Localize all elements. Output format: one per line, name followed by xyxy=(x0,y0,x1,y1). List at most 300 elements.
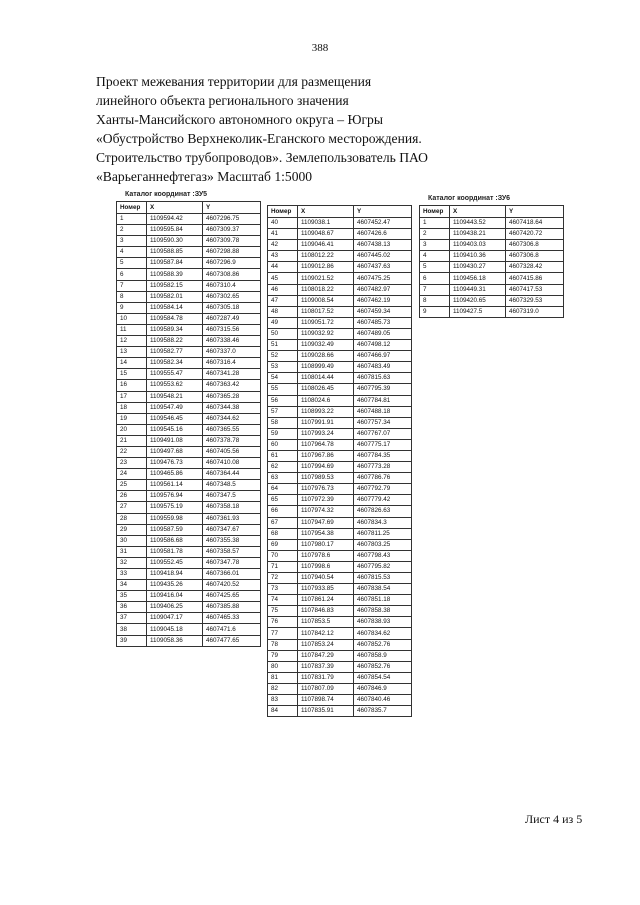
table-row xyxy=(420,284,564,295)
cell-number: 67 xyxy=(268,517,298,528)
cell-x: 1109497.68 xyxy=(147,446,203,457)
cell-number: 79 xyxy=(268,650,298,661)
cell-x: 1109582.15 xyxy=(147,280,203,291)
table-row xyxy=(117,313,261,324)
cell-x: 1107853.24 xyxy=(298,639,354,650)
cell-x: 1109582.77 xyxy=(147,347,203,358)
table-row xyxy=(268,639,412,650)
table-row xyxy=(420,295,564,306)
cell-y: 4607852.76 xyxy=(354,639,412,650)
cell-y: 4607779.42 xyxy=(354,495,412,506)
cell-y: 4607488.18 xyxy=(354,406,412,417)
cell-y: 4607838.93 xyxy=(354,617,412,628)
cell-y: 4607316.4 xyxy=(203,358,261,369)
cell-x: 1107972.39 xyxy=(298,495,354,506)
cell-number: 58 xyxy=(268,417,298,428)
cell-number: 62 xyxy=(268,462,298,473)
table-row xyxy=(268,273,412,284)
cell-x: 1109403.03 xyxy=(450,240,506,251)
cell-x: 1109048.67 xyxy=(298,229,354,240)
cell-x: 1107978.6 xyxy=(298,550,354,561)
cell-y: 4607306.8 xyxy=(506,240,564,251)
sheet-footer: Лист 4 из 5 xyxy=(525,812,583,826)
cell-x: 1109465.86 xyxy=(147,469,203,480)
cell-number: 28 xyxy=(117,513,147,524)
cell-number: 33 xyxy=(117,569,147,580)
table-header-row xyxy=(420,206,564,218)
table-row xyxy=(268,473,412,484)
table-row xyxy=(117,358,261,369)
cell-number: 18 xyxy=(117,402,147,413)
cell-number: 46 xyxy=(268,284,298,295)
coordinate-table-zu5-continued xyxy=(267,205,412,717)
cell-y: 4607452.47 xyxy=(354,218,412,229)
table-row xyxy=(268,328,412,339)
cell-y: 4607344.62 xyxy=(203,413,261,424)
cell-number: 1 xyxy=(117,214,147,225)
cell-y: 4607358.18 xyxy=(203,502,261,513)
cell-number: 72 xyxy=(268,573,298,584)
cell-number: 82 xyxy=(268,683,298,694)
cell-y: 4607296.9 xyxy=(203,258,261,269)
cell-y: 4607459.34 xyxy=(354,306,412,317)
table-row xyxy=(117,524,261,535)
cell-number: 83 xyxy=(268,695,298,706)
cell-y: 4607361.93 xyxy=(203,513,261,524)
cell-number: 44 xyxy=(268,262,298,273)
table-row xyxy=(268,428,412,439)
cell-number: 45 xyxy=(268,273,298,284)
table-row xyxy=(268,595,412,606)
table-row xyxy=(268,240,412,251)
cell-x: 1107807.09 xyxy=(298,683,354,694)
cell-x: 1109032.49 xyxy=(298,340,354,351)
table-row xyxy=(268,628,412,639)
cell-y: 4607838.54 xyxy=(354,584,412,595)
cell-number: 39 xyxy=(117,635,147,646)
table-row xyxy=(117,369,261,380)
table-row xyxy=(268,351,412,362)
cell-y: 4607835.7 xyxy=(354,706,412,717)
cell-x: 1109576.94 xyxy=(147,491,203,502)
cell-y: 4607483.49 xyxy=(354,362,412,373)
table-row xyxy=(268,362,412,373)
cell-x: 1109545.16 xyxy=(147,424,203,435)
table-row xyxy=(117,236,261,247)
cell-number: 3 xyxy=(420,240,450,251)
column-header-number: Номер xyxy=(420,206,450,218)
cell-number: 19 xyxy=(117,413,147,424)
table-row xyxy=(117,458,261,469)
cell-y: 4607378.78 xyxy=(203,435,261,446)
cell-x: 1109028.66 xyxy=(298,351,354,362)
cell-y: 4607385.88 xyxy=(203,602,261,613)
cell-y: 4607803.25 xyxy=(354,539,412,550)
cell-x: 1107976.73 xyxy=(298,484,354,495)
cell-number: 36 xyxy=(117,602,147,613)
cell-y: 4607840.46 xyxy=(354,695,412,706)
cell-y: 4607815.53 xyxy=(354,573,412,584)
table-row xyxy=(268,606,412,617)
cell-number: 65 xyxy=(268,495,298,506)
cell-y: 4607308.86 xyxy=(203,269,261,280)
cell-x: 1109547.49 xyxy=(147,402,203,413)
cell-x: 1109418.94 xyxy=(147,569,203,580)
cell-number: 22 xyxy=(117,446,147,457)
title-line: Ханты-Мансийского автономного округа – Югры xyxy=(96,112,383,127)
cell-number: 64 xyxy=(268,484,298,495)
cell-x: 1109046.41 xyxy=(298,240,354,251)
cell-x: 1109410.36 xyxy=(450,251,506,262)
table-header-row xyxy=(117,202,261,214)
page-number: 388 xyxy=(311,42,329,54)
cell-number: 32 xyxy=(117,557,147,568)
table-row xyxy=(117,591,261,602)
cell-number: 20 xyxy=(117,424,147,435)
cell-y: 4607798.43 xyxy=(354,550,412,561)
cell-x: 1109491.08 xyxy=(147,435,203,446)
cell-y: 4607417.53 xyxy=(506,284,564,295)
cell-number: 48 xyxy=(268,306,298,317)
cell-number: 55 xyxy=(268,384,298,395)
table-row xyxy=(117,513,261,524)
table-row xyxy=(268,539,412,550)
cell-x: 1109561.14 xyxy=(147,480,203,491)
cell-x: 1107861.24 xyxy=(298,595,354,606)
cell-y: 4607306.8 xyxy=(506,251,564,262)
cell-x: 1107998.6 xyxy=(298,561,354,572)
cell-y: 4607348.5 xyxy=(203,480,261,491)
cell-number: 75 xyxy=(268,606,298,617)
cell-y: 4607420.72 xyxy=(506,229,564,240)
cell-y: 4607786.76 xyxy=(354,473,412,484)
cell-x: 1109589.34 xyxy=(147,324,203,335)
table-row xyxy=(117,225,261,236)
cell-x: 1109588.22 xyxy=(147,336,203,347)
table-row xyxy=(268,706,412,717)
cell-y: 4607420.52 xyxy=(203,580,261,591)
cell-number: 9 xyxy=(117,302,147,313)
document-title xyxy=(96,72,556,186)
cell-x: 1109406.25 xyxy=(147,602,203,613)
cell-x: 1107989.53 xyxy=(298,473,354,484)
cell-number: 43 xyxy=(268,251,298,262)
cell-number: 66 xyxy=(268,506,298,517)
column-header-x: X xyxy=(298,206,354,218)
table-row xyxy=(117,402,261,413)
column-header-number: Номер xyxy=(268,206,298,218)
cell-x: 1107940.54 xyxy=(298,573,354,584)
table-row xyxy=(117,535,261,546)
table-row xyxy=(268,218,412,229)
cell-x: 1109021.52 xyxy=(298,273,354,284)
cell-x: 1109553.62 xyxy=(147,380,203,391)
table-row xyxy=(268,384,412,395)
table-row xyxy=(117,347,261,358)
cell-x: 1107842.12 xyxy=(298,628,354,639)
cell-number: 15 xyxy=(117,369,147,380)
table-row xyxy=(117,580,261,591)
cell-x: 1109416.04 xyxy=(147,591,203,602)
table-row xyxy=(117,258,261,269)
cell-y: 4607466.97 xyxy=(354,351,412,362)
cell-y: 4607477.65 xyxy=(203,635,261,646)
cell-x: 1107980.17 xyxy=(298,539,354,550)
cell-number: 2 xyxy=(117,225,147,236)
table-row xyxy=(117,391,261,402)
cell-x: 1108024.6 xyxy=(298,395,354,406)
cell-number: 49 xyxy=(268,317,298,328)
cell-number: 59 xyxy=(268,428,298,439)
catalog-caption: Каталог координат :ЗУ6 xyxy=(428,195,511,202)
cell-number: 9 xyxy=(420,306,450,317)
title-line: Проект межевания территории для размещения xyxy=(96,74,372,89)
cell-x: 1109588.85 xyxy=(147,247,203,258)
title-line: Строительство трубопроводов». Землепользователь ПАО xyxy=(96,150,428,165)
cell-y: 4607365.55 xyxy=(203,424,261,435)
cell-x: 1109588.39 xyxy=(147,269,203,280)
cell-number: 24 xyxy=(117,469,147,480)
cell-number: 80 xyxy=(268,661,298,672)
coordinate-table-zu6 xyxy=(419,195,564,318)
table-row xyxy=(117,469,261,480)
cell-y: 4607355.38 xyxy=(203,535,261,546)
cell-x: 1108018.22 xyxy=(298,284,354,295)
cell-number: 47 xyxy=(268,295,298,306)
cell-x: 1107835.91 xyxy=(298,706,354,717)
table-row xyxy=(268,317,412,328)
cell-y: 4607775.17 xyxy=(354,439,412,450)
cell-y: 4607475.25 xyxy=(354,273,412,284)
cell-number: 5 xyxy=(420,262,450,273)
cell-number: 4 xyxy=(117,247,147,258)
table-row xyxy=(268,517,412,528)
table-row xyxy=(268,484,412,495)
cell-y: 4607826.63 xyxy=(354,506,412,517)
cell-x: 1108014.44 xyxy=(298,373,354,384)
table-row xyxy=(117,557,261,568)
cell-y: 4607846.9 xyxy=(354,683,412,694)
cell-x: 1109587.59 xyxy=(147,524,203,535)
cell-number: 71 xyxy=(268,561,298,572)
cell-number: 25 xyxy=(117,480,147,491)
table-row xyxy=(420,306,564,317)
cell-x: 1109438.21 xyxy=(450,229,506,240)
cell-number: 84 xyxy=(268,706,298,717)
cell-x: 1107853.5 xyxy=(298,617,354,628)
table-row xyxy=(268,373,412,384)
cell-y: 4607328.42 xyxy=(506,262,564,273)
cell-number: 6 xyxy=(117,269,147,280)
cell-x: 1107991.91 xyxy=(298,417,354,428)
cell-x: 1109582.01 xyxy=(147,291,203,302)
table-row xyxy=(117,214,261,225)
table-row xyxy=(268,450,412,461)
cell-x: 1109582.34 xyxy=(147,358,203,369)
cell-number: 42 xyxy=(268,240,298,251)
cell-number: 37 xyxy=(117,613,147,624)
cell-number: 14 xyxy=(117,358,147,369)
table-row xyxy=(117,247,261,258)
table-row xyxy=(117,424,261,435)
cell-y: 4607344.38 xyxy=(203,402,261,413)
cell-y: 4607329.53 xyxy=(506,295,564,306)
cell-y: 4607485.73 xyxy=(354,317,412,328)
cell-y: 4607465.33 xyxy=(203,613,261,624)
cell-x: 1109586.68 xyxy=(147,535,203,546)
cell-x: 1109552.45 xyxy=(147,557,203,568)
column-header-y: Y xyxy=(203,202,261,214)
table-row xyxy=(420,240,564,251)
table-row xyxy=(268,528,412,539)
cell-y: 4607811.25 xyxy=(354,528,412,539)
coordinate-table xyxy=(116,201,261,647)
cell-x: 1109032.92 xyxy=(298,328,354,339)
table-row xyxy=(268,672,412,683)
cell-number: 57 xyxy=(268,406,298,417)
table-row xyxy=(268,439,412,450)
cell-number: 5 xyxy=(117,258,147,269)
cell-number: 27 xyxy=(117,502,147,513)
cell-x: 1109008.54 xyxy=(298,295,354,306)
table-row xyxy=(268,340,412,351)
cell-y: 4607337.0 xyxy=(203,347,261,358)
cell-x: 1109587.84 xyxy=(147,258,203,269)
table-row xyxy=(117,302,261,313)
cell-number: 8 xyxy=(117,291,147,302)
cell-number: 16 xyxy=(117,380,147,391)
cell-number: 7 xyxy=(420,284,450,295)
cell-y: 4607784.35 xyxy=(354,450,412,461)
column-header-y: Y xyxy=(354,206,412,218)
cell-number: 3 xyxy=(117,236,147,247)
cell-x: 1109594.42 xyxy=(147,214,203,225)
cell-x: 1109449.31 xyxy=(450,284,506,295)
table-row xyxy=(268,262,412,273)
table-row xyxy=(117,324,261,335)
cell-number: 4 xyxy=(420,251,450,262)
table-row xyxy=(117,624,261,635)
table-row xyxy=(117,336,261,347)
table-row xyxy=(117,502,261,513)
table-row xyxy=(117,635,261,646)
cell-x: 1107994.69 xyxy=(298,462,354,473)
cell-y: 4607852.76 xyxy=(354,661,412,672)
table-row xyxy=(268,650,412,661)
table-row xyxy=(268,584,412,595)
coordinate-table-zu5 xyxy=(116,191,261,647)
cell-y: 4607315.56 xyxy=(203,324,261,335)
cell-x: 1109590.30 xyxy=(147,236,203,247)
cell-x: 1109430.27 xyxy=(450,262,506,273)
coordinate-table xyxy=(267,205,412,717)
cell-y: 4607426.6 xyxy=(354,229,412,240)
cell-x: 1109047.17 xyxy=(147,613,203,624)
table-row xyxy=(117,480,261,491)
cell-number: 70 xyxy=(268,550,298,561)
cell-x: 1109427.5 xyxy=(450,306,506,317)
table-row xyxy=(117,380,261,391)
table-row xyxy=(117,269,261,280)
cell-x: 1109435.26 xyxy=(147,580,203,591)
cell-number: 50 xyxy=(268,328,298,339)
table-row xyxy=(268,573,412,584)
cell-y: 4607309.78 xyxy=(203,236,261,247)
cell-x: 1107898.74 xyxy=(298,695,354,706)
column-header-x: X xyxy=(147,202,203,214)
table-row xyxy=(268,561,412,572)
cell-number: 26 xyxy=(117,491,147,502)
cell-y: 4607438.13 xyxy=(354,240,412,251)
cell-number: 68 xyxy=(268,528,298,539)
cell-x: 1109584.14 xyxy=(147,302,203,313)
cell-y: 4607305.18 xyxy=(203,302,261,313)
cell-y: 4607795.39 xyxy=(354,384,412,395)
title-line: линейного объекта регионального значения xyxy=(96,93,349,108)
table-row xyxy=(268,395,412,406)
cell-number: 17 xyxy=(117,391,147,402)
cell-y: 4607795.82 xyxy=(354,561,412,572)
cell-number: 11 xyxy=(117,324,147,335)
cell-y: 4607418.64 xyxy=(506,218,564,229)
table-row xyxy=(420,251,564,262)
cell-x: 1109012.86 xyxy=(298,262,354,273)
cell-y: 4607319.0 xyxy=(506,306,564,317)
cell-x: 1109548.21 xyxy=(147,391,203,402)
cell-y: 4607287.49 xyxy=(203,313,261,324)
cell-y: 4607358.57 xyxy=(203,546,261,557)
cell-number: 56 xyxy=(268,395,298,406)
cell-x: 1109595.84 xyxy=(147,225,203,236)
table-row xyxy=(268,284,412,295)
title-line: «Варьеганнефтегаз» Масштаб 1:5000 xyxy=(96,169,313,184)
table-row xyxy=(420,218,564,229)
cell-number: 29 xyxy=(117,524,147,535)
cell-number: 78 xyxy=(268,639,298,650)
cell-y: 4607858.38 xyxy=(354,606,412,617)
table-row xyxy=(420,273,564,284)
cell-number: 2 xyxy=(420,229,450,240)
cell-number: 10 xyxy=(117,313,147,324)
cell-number: 13 xyxy=(117,347,147,358)
cell-y: 4607341.28 xyxy=(203,369,261,380)
cell-x: 1107831.79 xyxy=(298,672,354,683)
cell-number: 77 xyxy=(268,628,298,639)
cell-x: 1108017.52 xyxy=(298,306,354,317)
table-row xyxy=(117,569,261,580)
cell-x: 1107847.29 xyxy=(298,650,354,661)
cell-x: 1109559.98 xyxy=(147,513,203,524)
cell-y: 4607482.97 xyxy=(354,284,412,295)
table-row xyxy=(268,406,412,417)
cell-y: 4607365.28 xyxy=(203,391,261,402)
cell-y: 4607363.42 xyxy=(203,380,261,391)
cell-y: 4607410.08 xyxy=(203,458,261,469)
cell-y: 4607298.88 xyxy=(203,247,261,258)
cell-x: 1107993.24 xyxy=(298,428,354,439)
cell-y: 4607310.4 xyxy=(203,280,261,291)
cell-x: 1107837.39 xyxy=(298,661,354,672)
cell-number: 69 xyxy=(268,539,298,550)
table-row xyxy=(117,546,261,557)
cell-x: 1109581.78 xyxy=(147,546,203,557)
cell-x: 1109038.1 xyxy=(298,218,354,229)
cell-number: 1 xyxy=(420,218,450,229)
cell-number: 7 xyxy=(117,280,147,291)
cell-x: 1107933.85 xyxy=(298,584,354,595)
cell-number: 6 xyxy=(420,273,450,284)
cell-y: 4607498.12 xyxy=(354,340,412,351)
